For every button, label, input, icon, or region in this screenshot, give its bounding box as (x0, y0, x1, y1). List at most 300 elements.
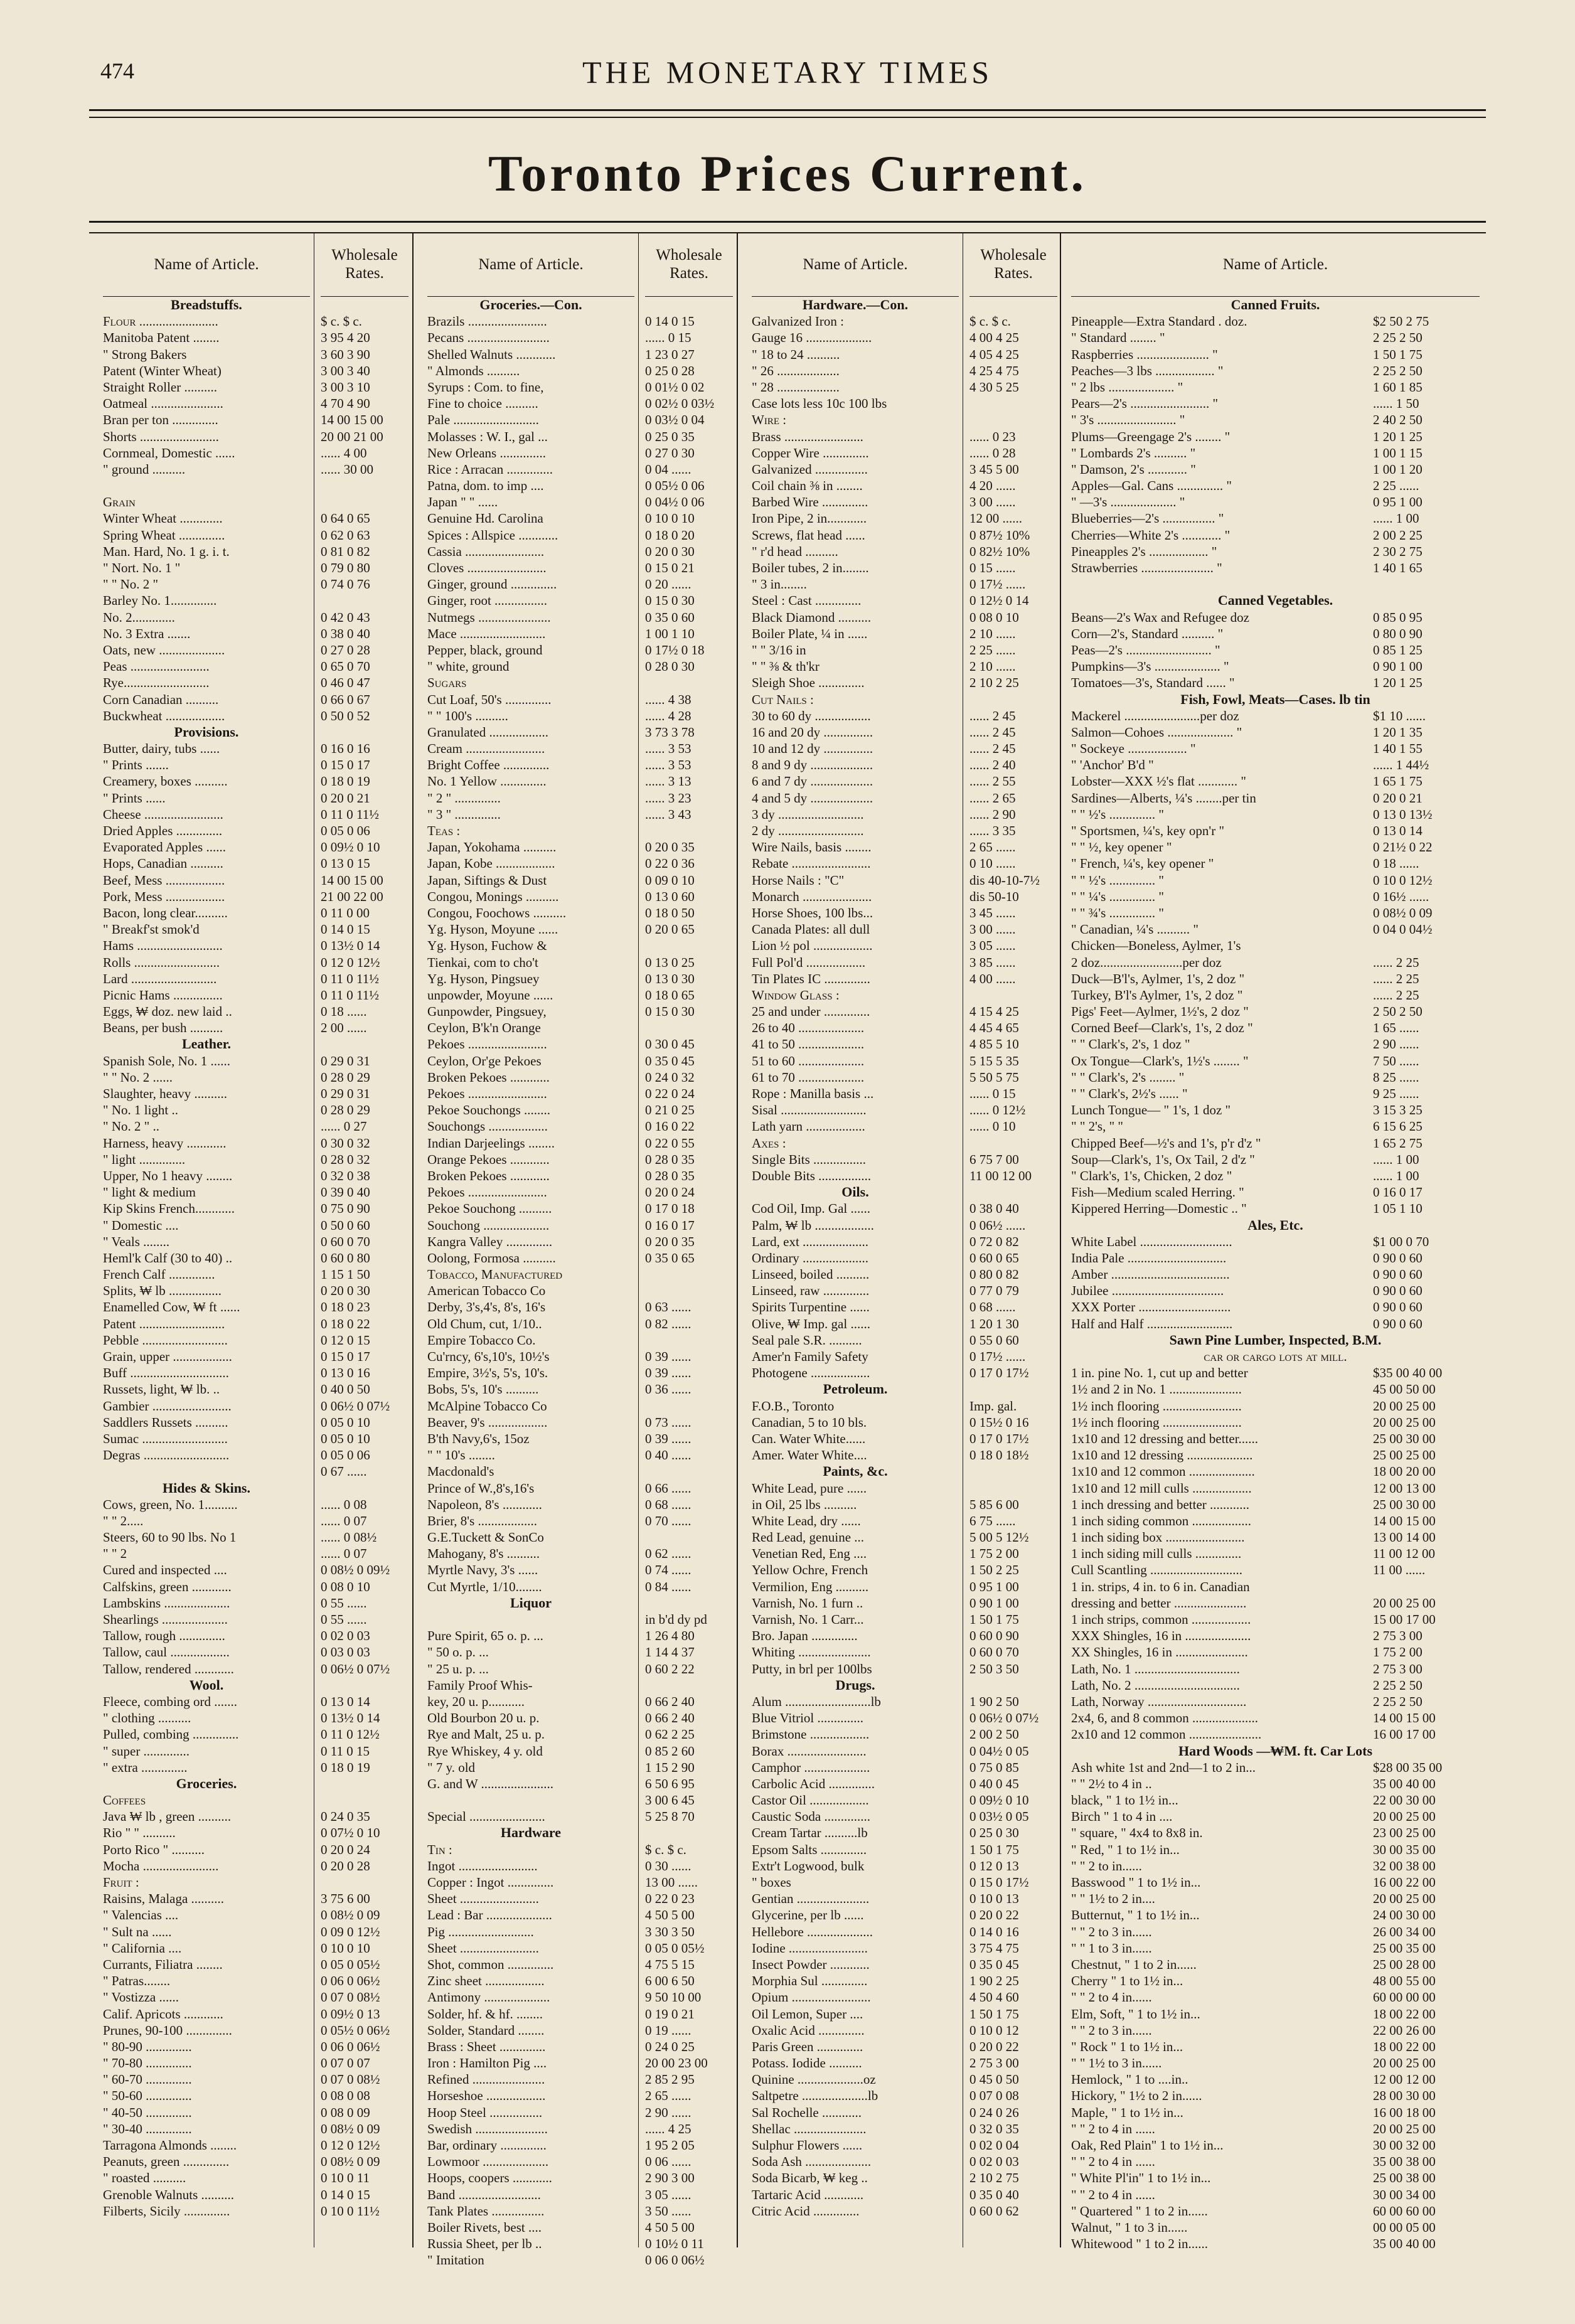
article-rate: $1 10 ...... (1373, 708, 1426, 723)
article-rate: 0 10 0 10 (645, 511, 695, 526)
table-row (1071, 543, 1480, 560)
article-name: Ox Tongue—Clark's, 1½'s ........ " (1071, 1053, 1249, 1069)
article-rate: 0 03½ 0 04 (645, 412, 705, 428)
table-row (1071, 1118, 1480, 1134)
article-name: Patent .......................... (103, 1316, 225, 1331)
table-row (1071, 1940, 1480, 1956)
article-name: Iron Pipe, 2 in............ (752, 511, 867, 526)
article-name: Calfskins, green ............ (103, 1579, 232, 1594)
table-row (1071, 1792, 1480, 1808)
article-rate (969, 297, 1057, 313)
article-rate: ...... 4 00 (321, 445, 367, 461)
article-name: Pulled, combing .............. (103, 1727, 239, 1742)
article-rate: 4 20 ...... (969, 478, 1016, 494)
article-name: Pekoe Souchongs ........ (427, 1102, 550, 1118)
article-name: " " 2..... (103, 1513, 144, 1528)
table-row (1071, 642, 1480, 658)
article-name: Cut Loaf, 50's .............. (427, 691, 552, 707)
article-name: Copper Wire .............. (752, 445, 869, 461)
article-rate: 2 25 2 50 (1373, 1693, 1423, 1709)
table-row (1071, 363, 1480, 379)
article-name: Tartaric Acid ............ (752, 2187, 864, 2202)
table-row (1071, 905, 1480, 921)
article-name: McAlpine Tobacco Co (427, 1398, 547, 1414)
section-heading: Petroleum. (823, 1381, 888, 1397)
article-name: 1x10 and 12 dressing and better...... (1071, 1431, 1259, 1446)
article-rate: 0 42 0 43 (321, 609, 370, 625)
article-rate: 0 11 0 11½ (321, 987, 379, 1003)
article-rate: 0 19 ...... (645, 2022, 691, 2038)
article-name: " " 100's .......... (427, 708, 508, 723)
article-name: Genuine Hd. Carolina (427, 511, 543, 526)
article-rate: 0 30 ...... (645, 1858, 691, 1874)
article-rate: 0 50 0 60 (321, 1217, 370, 1233)
article-name: Shearlings .................... (103, 1612, 228, 1627)
article-name: White Lead, pure ...... (752, 1480, 867, 1496)
article-name: Tin Plates IC .............. (752, 971, 870, 986)
article-name: " Vostizza ...... (103, 1990, 179, 2005)
article-rate: 0 95 1 00 (1373, 494, 1423, 510)
article-rate: 0 55 0 60 (969, 1332, 1019, 1348)
article-name: Gunpowder, Pingsuey, (427, 1004, 547, 1020)
article-name: Insect Powder ............ (752, 1956, 870, 1972)
article-rate: 20 00 25 00 (1373, 2055, 1436, 2071)
article-rate: 0 79 0 80 (321, 560, 370, 575)
article-rate: 0 36 ...... (645, 1382, 691, 1397)
article-rate: ...... 1 00 (1373, 1151, 1419, 1167)
article-rate: 0 17½ ...... (969, 577, 1026, 592)
article-name: " boxes (752, 1875, 791, 1890)
article-rate: 0 66 2 40 (645, 1710, 695, 1726)
article-name: Gauge 16 .................... (752, 330, 872, 346)
article-rate: 1 20 1 25 (1373, 675, 1423, 691)
article-rate: 0 05 0 05½ (321, 1956, 380, 1972)
article-name: Half and Half .......................... (1071, 1316, 1233, 1331)
article-rate: 0 15 0 17 (321, 1349, 370, 1364)
article-name: Caustic Soda .............. (752, 1809, 870, 1825)
table-row (1071, 855, 1480, 872)
article-rate: 0 09½ 0 10 (321, 840, 380, 855)
article-rate: 0 16 0 17 (645, 1217, 695, 1233)
article-rate: 18 00 22 00 (1373, 2039, 1436, 2054)
article-rate: 0 10 0 12 (969, 2022, 1019, 2038)
table-row (1071, 740, 1480, 757)
article-rate: dis 40-10-7½ (969, 872, 1040, 888)
article-rate: 2 25 2 50 (1373, 330, 1423, 346)
section-heading (1071, 592, 1480, 609)
article-name: Lath yarn .................. (752, 1119, 865, 1134)
article-name: " " 2 to 3 in...... (1071, 2022, 1152, 2038)
table-row (1071, 2006, 1480, 2022)
table-row (1071, 1661, 1480, 1677)
article-rate: 0 25 0 35 (645, 429, 695, 444)
article-rate: 5 15 5 35 (969, 1053, 1019, 1069)
article-name: " " ¼'s .............. " (1071, 888, 1164, 904)
article-name: 1x10 and 12 dressing .................... (1071, 1447, 1253, 1463)
article-rate: 5 25 8 70 (645, 1809, 695, 1825)
article-rate: 2 90 ...... (1373, 1037, 1419, 1052)
article-rate: 3 00 6 45 (645, 1793, 695, 1808)
article-rate: ...... 3 43 (645, 806, 691, 822)
table-row (1071, 1381, 1480, 1397)
article-rate: 0 05 0 10 (321, 1431, 370, 1446)
article-rate: 3 15 3 25 (1373, 1102, 1423, 1118)
article-name: Heml'k Calf (30 to 40) .. (103, 1250, 233, 1266)
article-name: Jubilee .................................. (1071, 1283, 1224, 1299)
article-name: Shellac ...................... (752, 2121, 867, 2136)
article-rate: 1 20 1 30 (969, 1316, 1019, 1331)
article-name: Horse Nails : "C" (752, 872, 845, 888)
article-name: Degras .......................... (103, 1447, 230, 1463)
article-rate: 0 20 0 30 (645, 543, 695, 559)
table-row (1071, 757, 1480, 773)
article-rate: 0 81 0 82 (321, 543, 370, 559)
article-name: Lobster—XXX ½'s flat ............ " (1071, 774, 1246, 789)
article-rate: 0 20 0 65 (645, 922, 695, 937)
article-name: " " 1½ to 3 in...... (1071, 2055, 1162, 2071)
article-name: Iodine ........................ (752, 1940, 868, 1956)
article-rate: 0 11 0 11½ (321, 971, 379, 986)
article-rate: 0 05 0 06 (321, 1447, 370, 1463)
article-name: Lard, ext .................... (752, 1234, 869, 1249)
article-rate: ...... 0 08½ (321, 1530, 377, 1545)
article-name: Peanuts, green .............. (103, 2154, 230, 2170)
article-name: Yg. Hyson, Moyune ...... (427, 922, 558, 937)
article-rate: 0 82½ 10% (969, 543, 1030, 559)
article-rate: $2 50 2 75 (1373, 314, 1429, 329)
table-row (1071, 1776, 1480, 1792)
article-name (103, 1463, 310, 1479)
article-rate: 0 60 0 90 (969, 1628, 1019, 1644)
article-rate: 3 95 4 20 (321, 330, 370, 346)
article-name: Bright Coffee .............. (427, 757, 550, 773)
table-row (1071, 1200, 1480, 1217)
article-rate: 0 14 0 16 (969, 1924, 1019, 1939)
article-rate: 4 00 ...... (969, 971, 1016, 986)
article-rate: 4 25 4 75 (969, 363, 1019, 378)
article-rate: 6 75 ...... (969, 1513, 1016, 1528)
article-rate: 0 03 0 03 (321, 1644, 370, 1660)
article-name: " Standard ........ " (1071, 330, 1165, 346)
article-rate: ...... 2 25 (1373, 987, 1419, 1003)
article-rate: 4 50 5 00 (645, 2219, 695, 2235)
article-rate: 3 75 6 00 (321, 1891, 370, 1907)
article-name: " 50 o. p. ... (427, 1644, 489, 1660)
article-name: Cherry " 1 to 1½ in... (1071, 1973, 1183, 1989)
table-row (1071, 1677, 1480, 1693)
article-name (427, 1611, 634, 1628)
article-name: Extr't Logwood, bulk (752, 1858, 865, 1874)
article-name: 26 to 40 .................... (752, 1020, 865, 1036)
article-name: Tank Plates ................ (427, 2203, 545, 2219)
article-rate (969, 1677, 1057, 1693)
article-rate: 2 65 ...... (969, 840, 1016, 855)
article-rate: 3 05 ...... (645, 2187, 691, 2202)
table-row (1071, 1973, 1480, 1989)
column-header-name: Name of Article. (1071, 233, 1480, 297)
article-name: " " Clark's, 2's ........ " (1071, 1069, 1185, 1085)
article-rate: 9 50 10 00 (645, 1990, 702, 2005)
article-rate: 0 17½ 0 18 (645, 642, 705, 658)
article-name: Steel : Cast .............. (752, 593, 862, 609)
article-rate: 0 95 1 00 (969, 1579, 1019, 1594)
article-name: Derby, 3's,4's, 8's, 16's (427, 1299, 546, 1315)
table-row (1071, 1463, 1480, 1479)
article-name: Calif. Apricots ............ (103, 2006, 223, 2022)
article-rate: 0 74 ...... (645, 1562, 691, 1578)
article-name: Lead : Bar .................... (427, 1907, 552, 1923)
article-name: G.E.Tuckett & SonCo (427, 1530, 544, 1545)
article-rate: 16 00 18 00 (1373, 2104, 1436, 2120)
table-row (1071, 1529, 1480, 1545)
article-name: Duck—B'l's, Aylmer, 1's, 2 doz " (1071, 971, 1245, 986)
article-name: " square, " 4x4 to 8x8 in. (1071, 1825, 1203, 1841)
article-rate: 0 28 0 30 (645, 659, 695, 674)
article-name: Buckwheat .................. (103, 708, 225, 723)
article-name: Quinine ....................oz (752, 2072, 876, 2087)
article-rate: ...... 3 13 (645, 774, 691, 789)
table-row (1071, 1102, 1480, 1118)
section-heading: Provisions. (174, 723, 239, 740)
article-name: Man. Hard, No. 1 g. i. t. (103, 543, 230, 559)
article-name (103, 477, 310, 494)
article-name: 2x10 and 12 common ...................... (1071, 1727, 1262, 1742)
article-rate: 0 11 0 12½ (321, 1727, 380, 1742)
article-name: 1½ and 2 in No. 1 ...................... (1071, 1382, 1242, 1397)
article-rate: 2 25 ...... (969, 642, 1016, 658)
article-rate: 26 00 34 00 (1373, 1924, 1436, 1939)
table-row (1071, 2039, 1480, 2055)
article-rate: 0 32 0 38 (321, 1168, 370, 1183)
article-rate: 0 24 0 25 (645, 2039, 695, 2054)
article-name: White Lead, dry ...... (752, 1513, 861, 1528)
article-name: Galvanized ................ (752, 461, 868, 477)
article-name: Oil Lemon, Super .... (752, 2006, 863, 2022)
article-name: Pears—2's ........................ " (1071, 396, 1219, 412)
table-row (1071, 494, 1480, 510)
article-name: Coil chain ⅜ in ........ (752, 478, 863, 494)
article-rate: ...... 4 28 (645, 708, 691, 723)
article-name: Brazils ........................ (427, 314, 547, 329)
article-rate: 0 13 0 30 (645, 971, 695, 986)
table-row (1071, 658, 1480, 674)
article-name: Shorts ........................ (103, 429, 219, 444)
section-heading: Groceries. (176, 1775, 237, 1791)
article-name: Special ....................... (427, 1809, 545, 1825)
article-rate: 0 13 0 16 (321, 1365, 370, 1381)
article-rate: 0 22 0 23 (645, 1891, 695, 1907)
article-name: Tallow, rough .............. (103, 1628, 225, 1644)
table-row (1071, 1480, 1480, 1496)
article-rate: 1 75 2 00 (969, 1546, 1019, 1562)
article-name: Ceylon, B'k'n Orange (427, 1020, 541, 1036)
table-row (1071, 1874, 1480, 1890)
article-name: Manitoba Patent ........ (103, 330, 220, 346)
article-name: Patent (Winter Wheat) (103, 363, 222, 378)
col2-names (427, 297, 634, 2269)
article-name: Maple, " 1 to 1½ in... (1071, 2104, 1183, 2120)
article-name: " " Clark's, 2's, 1 doz " (1071, 1037, 1190, 1052)
article-name: No. 1 Yellow .............. (427, 774, 547, 789)
table-row (1071, 1348, 1480, 1365)
article-rate: 0 13 0 14 (321, 1693, 370, 1709)
article-name: Tallow, caul .................. (103, 1644, 230, 1660)
article-rate: 0 28 0 29 (321, 1069, 370, 1085)
article-name: 1x10 and 12 mill culls .................. (1071, 1480, 1252, 1496)
article-rate: 1 40 1 55 (1373, 741, 1423, 757)
article-name: " Damson, 2's ............ " (1071, 461, 1196, 477)
article-rate: 0 85 0 95 (1373, 609, 1423, 625)
article-name: Citric Acid .............. (752, 2203, 860, 2219)
article-name: Grain (103, 494, 136, 510)
article-rate: 22 00 26 00 (1373, 2022, 1436, 2038)
article-name: B'th Navy,6's, 15oz (427, 1431, 530, 1446)
article-name: Rye Whiskey, 4 y. old (427, 1743, 543, 1759)
article-rate: 1 00 1 10 (645, 626, 695, 641)
article-name: Enamelled Cow, ₩ ft ...... (103, 1299, 240, 1315)
article-rate: 0 08½ 0 09 (321, 2154, 380, 2170)
article-rate: 0 35 0 45 (969, 1956, 1019, 1972)
article-name: Beef, Mess .................. (103, 872, 225, 888)
section-heading (1071, 1332, 1480, 1348)
column-header-name: Name of Article. (103, 233, 310, 297)
article-rate (969, 412, 1057, 428)
article-rate: ...... 1 44½ (1373, 757, 1429, 773)
article-rate: 0 09½ 0 10 (969, 1793, 1029, 1808)
article-rate: 0 16 0 17 (1373, 1185, 1423, 1200)
article-rate: 0 90 0 60 (1373, 1267, 1423, 1282)
article-name: " Lombards 2's .......... " (1071, 445, 1196, 461)
article-rate: 35 00 40 00 (1373, 1776, 1436, 1791)
article-name (1071, 576, 1480, 592)
article-name: Salmon—Cohoes .................... " (1071, 724, 1242, 740)
article-rate: 0 05½ 0 06 (645, 478, 705, 494)
table-row (1071, 527, 1480, 543)
table-row (1071, 2022, 1480, 2039)
article-rate: 3 85 ...... (969, 954, 1016, 970)
article-name: Currants, Filiatra ........ (103, 1956, 223, 1972)
table-row (1071, 2087, 1480, 2104)
article-name: 16 and 20 dy ............... (752, 724, 873, 740)
article-rate: 0 18 ...... (1373, 856, 1419, 872)
article-rate: ...... 4 38 (645, 691, 691, 707)
article-rate (969, 1381, 1057, 1397)
table-row (1071, 1250, 1480, 1266)
article-name: Peas—2's .......................... " (1071, 642, 1220, 658)
table-row (1071, 806, 1480, 823)
article-rate: 2 25 ...... (1373, 478, 1419, 494)
article-rate: ...... 1 50 (1373, 396, 1419, 412)
article-rate: 1 20 1 35 (1373, 724, 1423, 740)
article-name: Yg. Hyson, Pingsuey (427, 971, 540, 986)
article-rate: 3 00 ...... (969, 494, 1016, 510)
article-name: " —3's .................... " (1071, 494, 1185, 510)
table-row (1071, 1956, 1480, 1973)
article-rate: ...... 1 00 (1373, 511, 1419, 526)
article-rate: 21 00 22 00 (321, 888, 383, 904)
article-rate (645, 1332, 733, 1348)
article-name: Antimony .................... (427, 1990, 550, 2005)
article-rate: 0 20 0 35 (645, 840, 695, 855)
article-name: Iron : Hamilton Pig .... (427, 2055, 547, 2071)
article-name: Congou, Monings .......... (427, 888, 559, 904)
article-rate: 0 03½ 0 05 (969, 1809, 1029, 1825)
article-name: Varnish, No. 1 Carr... (752, 1612, 864, 1627)
article-name: Ginger, ground .............. (427, 577, 557, 592)
column-header-name: Name of Article. (752, 233, 959, 297)
table-row (1071, 839, 1480, 855)
article-name: Screws, flat head ...... (752, 527, 865, 543)
article-rate: 0 06 0 06½ (321, 1973, 380, 1989)
article-name: " light & medium (103, 1185, 196, 1200)
article-name: " " 10's ........ (427, 1447, 495, 1463)
section-title: Fish, Fowl, Meats—Cases. lb tin (1180, 691, 1370, 707)
article-rate: 0 06½ ...... (969, 1217, 1026, 1233)
article-rate: 0 20 0 28 (321, 1858, 370, 1874)
article-rate: 3 00 3 10 (321, 379, 370, 395)
article-rate: 0 17 0 18 (645, 1201, 695, 1217)
article-rate: 0 62 2 25 (645, 1727, 695, 1742)
article-name: Linseed, raw .............. (752, 1283, 870, 1299)
article-name: Ash white 1st and 2nd—1 to 2 in... (1071, 1759, 1256, 1775)
article-rate: 0 60 0 70 (969, 1644, 1019, 1660)
article-rate: 0 12 0 12½ (321, 2138, 380, 2153)
article-name: Ceylon, Or'ge Pekoes (427, 1053, 542, 1069)
article-name: Boiler Rivets, best .... (427, 2219, 542, 2235)
article-name: " " ½, key opener " (1071, 840, 1172, 855)
article-rate: 3 30 3 50 (645, 1924, 695, 1939)
table-row (1071, 1628, 1480, 1644)
article-name: Solder, hf. & hf. ........ (427, 2006, 543, 2022)
article-rate: 0 10 0 11 (321, 2170, 370, 2186)
table-row (1071, 2187, 1480, 2203)
article-name: Cu'rncy, 6's,10's, 10½'s (427, 1349, 550, 1364)
table-row (1071, 576, 1480, 592)
article-rate: 0 04 ...... (645, 461, 691, 477)
table-row (1071, 1414, 1480, 1431)
section-title: Sawn Pine Lumber, Inspected, B.M. (1169, 1331, 1382, 1348)
table-row (1071, 1365, 1480, 1381)
article-rate: 5 00 5 12½ (969, 1530, 1029, 1545)
article-name: Double Bits ................ (752, 1168, 872, 1183)
article-name: Tin : (427, 1842, 452, 1857)
article-rate: 0 66 ...... (645, 1480, 691, 1496)
article-name: Saddlers Russets .......... (103, 1414, 228, 1430)
article-rate: ...... 2 65 (969, 790, 1016, 806)
article-name: Cornmeal, Domestic ...... (103, 445, 235, 461)
article-rate: 0 20 0 22 (969, 2039, 1019, 2054)
article-name: " 3 in........ (752, 577, 807, 592)
article-rate: 18 00 22 00 (1373, 2006, 1436, 2022)
article-rate: 30 00 32 00 (1373, 2138, 1436, 2153)
article-name: Amer. Water White.... (752, 1447, 867, 1463)
article-rate: 0 18 0 19 (321, 774, 370, 789)
article-rate: 20 00 25 00 (1373, 1398, 1436, 1414)
article-name: Oats, new .................... (103, 642, 225, 658)
article-name: Photogene .................. (752, 1365, 870, 1381)
article-rate: 20 00 25 00 (1373, 1891, 1436, 1907)
article-name: 41 to 50 .................... (752, 1037, 865, 1052)
article-rate: 0 85 2 60 (645, 1743, 695, 1759)
article-rate: 3 73 3 78 (645, 724, 695, 740)
article-name: " 18 to 24 .......... (752, 346, 840, 362)
table-row (1071, 1282, 1480, 1299)
table-row (1071, 2137, 1480, 2153)
article-rate: 0 20 0 35 (645, 1234, 695, 1249)
article-rate: 0 13½ 0 14 (321, 1710, 380, 1726)
article-rate: 20 00 25 00 (1373, 1809, 1436, 1825)
article-name: Evaporated Apples ...... (103, 840, 226, 855)
